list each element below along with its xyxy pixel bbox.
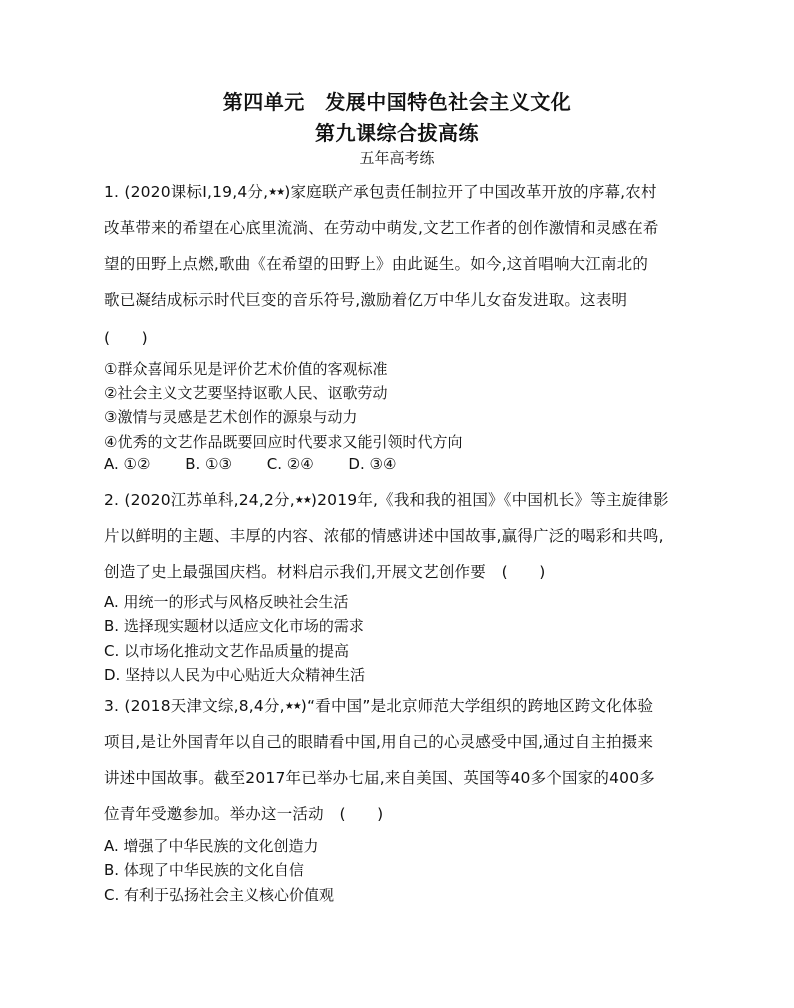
q2-option-a[interactable]: A. 用统一的形式与风格反映社会生活 bbox=[104, 593, 349, 611]
q1-choice-d[interactable]: D. ③④ bbox=[348, 455, 397, 473]
q1-line-4: 歌已凝结成标示时代巨变的音乐符号,激励着亿万中华儿女奋发进取。这表明 bbox=[104, 291, 628, 309]
q2-line-2: 片以鲜明的主题、丰厚的内容、浓郁的情感讲述中国故事,赢得广泛的喝彩和共鸣, bbox=[104, 527, 664, 545]
q3-source: 3. (2018天津文综,8,4分, bbox=[104, 697, 285, 715]
q1-statement-1: ①群众喜闻乐见是评价艺术价值的客观标准 bbox=[104, 360, 388, 378]
q2-option-d[interactable]: D. 坚持以人民为中心贴近大众精神生活 bbox=[104, 666, 366, 684]
q1-line-1: 1. (2020课标Ⅰ,19,4分,★★)家庭联产承包责任制拉开了中国改革开放的序幕,农村 bbox=[104, 183, 657, 201]
lesson-title: 第九课综合拔高练 bbox=[315, 121, 479, 145]
q1-choice-c[interactable]: C. ②④ bbox=[266, 455, 314, 473]
q2-source: 2. (2020江苏单科,24,2分, bbox=[104, 491, 295, 509]
difficulty-stars-icon: ★★ bbox=[268, 187, 285, 198]
q1-statement-2: ②社会主义文艺要坚持讴歌人民、讴歌劳动 bbox=[104, 384, 388, 402]
difficulty-stars-icon: ★★ bbox=[284, 701, 301, 712]
q3-option-b[interactable]: B. 体现了中华民族的文化自信 bbox=[104, 861, 304, 879]
q3-option-c[interactable]: C. 有利于弘扬社会主义核心价值观 bbox=[104, 886, 335, 904]
q1-answer-paren: ( ) bbox=[104, 329, 148, 347]
q1-statement-4: ④优秀的文艺作品既要回应时代要求又能引领时代方向 bbox=[104, 433, 463, 451]
q1-statement-3: ③激情与灵感是艺术创作的源泉与动力 bbox=[104, 408, 358, 426]
q1-choice-a[interactable]: A. ①② bbox=[104, 455, 151, 473]
q1-line-3: 望的田野上点燃,歌曲《在希望的田野上》由此诞生。如今,这首唱响大江南北的 bbox=[104, 255, 649, 273]
q3-line-2: 项目,是让外国青年以自己的眼睛看中国,用自己的心灵感受中国,通过自主拍摄来 bbox=[104, 733, 654, 751]
section-heading: 五年高考练 bbox=[359, 149, 435, 167]
unit-title: 第四单元 发展中国特色社会主义文化 bbox=[222, 90, 572, 114]
q1-line-2: 改革带来的希望在心底里流淌、在劳动中萌发,文艺工作者的创作激情和灵感在希 bbox=[104, 219, 659, 237]
q2-line-3: 创造了史上最强国庆档。材料启示我们,开展文艺创作要 ( ) bbox=[104, 563, 546, 581]
q3-line-3: 讲述中国故事。截至2017年已举办七届,来自美国、英国等40多个国家的400多 bbox=[104, 769, 655, 787]
q3-option-a[interactable]: A. 增强了中华民族的文化创造力 bbox=[104, 837, 319, 855]
q1-choices bbox=[104, 455, 426, 473]
q1-source: 1. (2020课标Ⅰ,19,4分, bbox=[104, 183, 269, 201]
difficulty-stars-icon: ★★ bbox=[294, 495, 311, 506]
q3-line-1: 3. (2018天津文综,8,4分,★★)“看中国”是北京师范大学组织的跨地区跨文化体验 bbox=[104, 697, 654, 715]
q2-line-1: 2. (2020江苏单科,24,2分,★★)2019年,《我和我的祖国》《中国机长》等主旋律影 bbox=[104, 491, 669, 509]
q1-choice-b[interactable]: B. ①③ bbox=[185, 455, 232, 473]
q2-option-c[interactable]: C. 以市场化推动文艺作品质量的提高 bbox=[104, 642, 350, 660]
q3-line-4: 位青年受邀参加。举办这一活动 ( ) bbox=[104, 805, 384, 823]
q2-option-b[interactable]: B. 选择现实题材以适应文化市场的需求 bbox=[104, 617, 364, 635]
